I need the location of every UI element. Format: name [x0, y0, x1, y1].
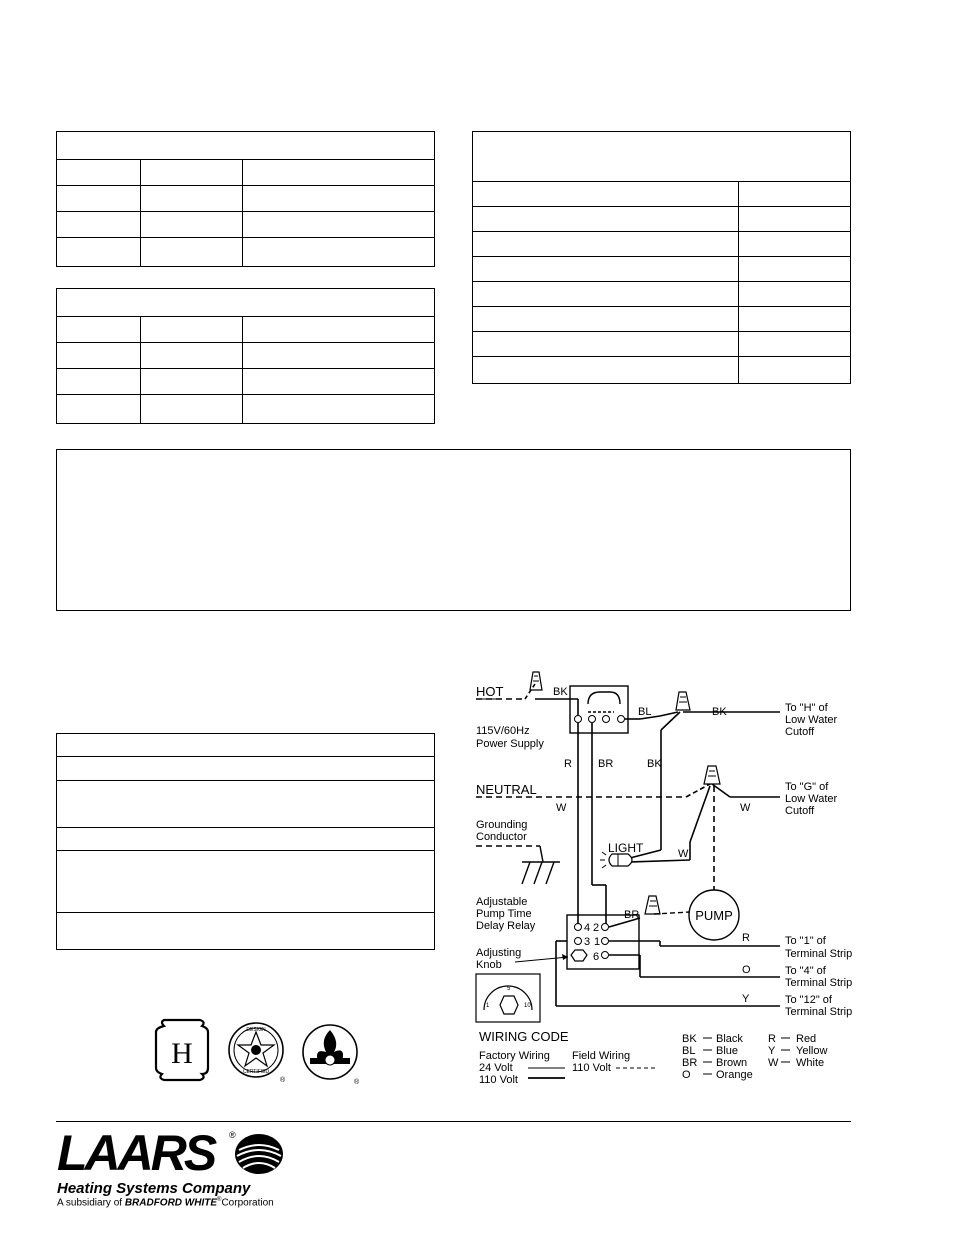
- grounding-label-2: Conductor: [476, 831, 527, 843]
- v110-label: 110 Volt: [479, 1074, 518, 1086]
- code-name: Blue: [716, 1045, 739, 1057]
- reg-mark-2: ®: [354, 1079, 360, 1086]
- sub-reg: ®: [217, 1197, 222, 1203]
- factory-wiring-label: Factory Wiring: [479, 1050, 550, 1062]
- relay-label-3: Delay Relay: [476, 920, 536, 932]
- sub-suffix: Corporation: [221, 1197, 274, 1209]
- h-stamp-letter: H: [171, 1037, 193, 1070]
- power-supply-label-1: 115V/60Hz: [476, 725, 530, 737]
- design-text: DESIGN: [246, 1027, 266, 1033]
- dial-inset: [476, 974, 540, 1022]
- to-4-2: Terminal Strip: [785, 977, 853, 989]
- to-12-2: Terminal Strip: [785, 1006, 853, 1018]
- to-h-2: Low Water: [785, 714, 838, 726]
- code-abbr: BR: [682, 1057, 698, 1069]
- wire-bl-label: BL: [638, 706, 652, 718]
- adjusting-knob-icon: [571, 950, 587, 961]
- to-g-1: To "G" of: [785, 781, 829, 793]
- term-6: 6: [593, 951, 600, 963]
- dial-max: 10: [524, 1003, 531, 1009]
- code-name: White: [796, 1057, 825, 1069]
- brand-subsidiary: [57, 1197, 274, 1208]
- power-supply-label-2: Power Supply: [476, 738, 544, 750]
- to-h-3: Cutoff: [785, 726, 815, 738]
- code-abbr: R: [768, 1033, 776, 1045]
- relay-label-1: Adjustable: [476, 896, 528, 908]
- code-abbr: Y: [768, 1045, 776, 1057]
- to-h-1: To "H" of: [785, 702, 828, 714]
- to-g-3: Cutoff: [785, 805, 815, 817]
- wire-r-label-2: R: [742, 932, 750, 944]
- sub-brand: BRADFORD WHITE: [124, 1197, 218, 1209]
- brand-logo: [57, 1125, 274, 1209]
- laars-wordmark: LAARS: [57, 1125, 215, 1181]
- wire-bk-label-2: BK: [712, 706, 727, 718]
- code-name: Yellow: [796, 1045, 828, 1057]
- wiring-code-title: WIRING CODE: [479, 1029, 569, 1044]
- certified-text: CERTIFIED: [242, 1069, 270, 1075]
- wire-nut-icon: [530, 672, 542, 690]
- logo-reg: ®: [229, 1130, 236, 1140]
- wire-r-label: R: [564, 758, 572, 770]
- relay-label-2: Pump Time: [476, 908, 532, 920]
- wire-bk-label-1: BK: [553, 686, 568, 698]
- code-abbr: W: [768, 1057, 779, 1069]
- code-name: Brown: [716, 1057, 748, 1069]
- field-wiring-label: Field Wiring: [572, 1050, 631, 1062]
- v24-label: 24 Volt: [479, 1062, 513, 1074]
- wire-nut-icon: [704, 766, 720, 784]
- wire-nut-icon: [676, 692, 690, 710]
- light-label: LIGHT: [608, 841, 644, 855]
- color-code-list: [682, 1033, 827, 1081]
- field-volt-label: 110 Volt: [572, 1062, 611, 1074]
- wire-br-label-1: BR: [598, 758, 614, 770]
- wire-o-label: O: [742, 964, 751, 976]
- code-abbr: BL: [682, 1045, 696, 1057]
- pump-label: PUMP: [695, 908, 733, 923]
- knob-label-2: Knob: [476, 959, 502, 971]
- code-abbr: BK: [682, 1033, 697, 1045]
- wire-nut-icon: [645, 896, 660, 914]
- to-12-1: To "12" of: [785, 994, 832, 1006]
- term-2: 2: [593, 922, 600, 934]
- to-4-1: To "4" of: [785, 965, 826, 977]
- knob-label-1: Adjusting: [476, 947, 522, 959]
- term-1: 1: [594, 936, 601, 948]
- code-name: Orange: [716, 1069, 753, 1081]
- wire-bk-label-3: BK: [647, 758, 662, 770]
- term-3: 3: [584, 936, 591, 948]
- dial-mid: 5: [507, 986, 511, 992]
- dial-min: 1: [486, 1003, 490, 1009]
- to-1-2: Terminal Strip: [785, 948, 853, 960]
- term-4: 4: [584, 922, 591, 934]
- code-name: Black: [716, 1033, 743, 1045]
- wire-w-label-2: W: [740, 802, 751, 814]
- code-name: Red: [796, 1033, 817, 1045]
- to-1-1: To "1" of: [785, 935, 826, 947]
- grounding-label-1: Grounding: [476, 819, 528, 831]
- wire-y-label: Y: [742, 993, 750, 1005]
- reg-mark: ®: [280, 1077, 286, 1084]
- wire-br-label-2: BR: [624, 909, 640, 921]
- wire-w-label-3: W: [678, 848, 689, 860]
- sub-prefix: A subsidiary of: [57, 1197, 125, 1209]
- wire-w-label-1: W: [556, 802, 567, 814]
- swirl-logo-icon: [233, 1132, 285, 1176]
- hot-label: HOT: [476, 684, 504, 699]
- code-abbr: O: [682, 1069, 691, 1081]
- footer-rule: [56, 1121, 851, 1122]
- brand-tagline: Heating Systems Company: [57, 1180, 251, 1197]
- to-g-2: Low Water: [785, 793, 838, 805]
- neutral-label: NEUTRAL: [476, 782, 537, 797]
